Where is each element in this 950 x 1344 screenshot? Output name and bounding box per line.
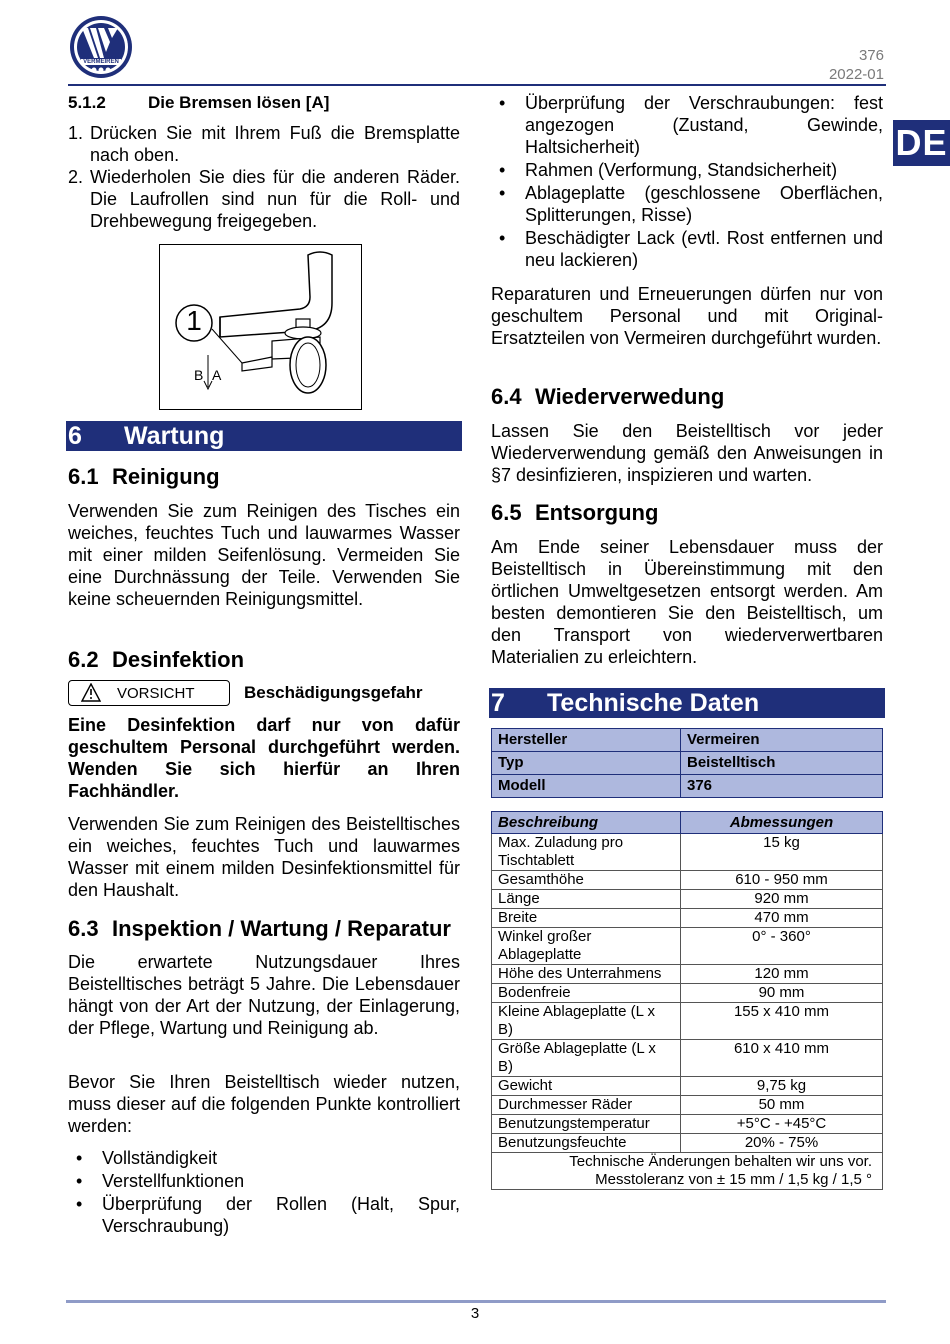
table-note-row (492, 1153, 883, 1190)
table-row (492, 1134, 883, 1153)
table-cell: Beistelltisch (681, 752, 883, 775)
row-label: Größe Ablageplatte (L x B) (492, 1040, 681, 1077)
list-item: • Verstellfunktionen (76, 1171, 245, 1191)
brake-figure (159, 244, 362, 410)
row-value: 15 kg (681, 834, 883, 871)
heading-reinigung: 6.1 Reinigung (68, 464, 220, 489)
row-value: 0° - 360° (681, 928, 883, 965)
table-row (492, 1040, 883, 1077)
row-label: Durchmesser Räder (492, 1096, 681, 1115)
brakes-heading: 5.1.2 Die Bremsen lösen [A] (68, 93, 330, 112)
row-label: Länge (492, 890, 681, 909)
inspektion-text-2: Bevor Sie Ihren Beistelltisch wieder nutzen, muss dieser auf die folgenden Punkte kontrolliert werden: (68, 1072, 460, 1136)
figure-label-b: B (194, 367, 204, 383)
table-row (492, 984, 883, 1003)
table-row (492, 965, 883, 984)
row-label: Benutzungsfeuchte (492, 1134, 681, 1153)
entsorgung-text: Am Ende seiner Lebensdauer muss der Beistelltisch in Übereinstimmung mit den örtlichen Umweltgesetzen entsorgt werden. Am besten demontieren Sie den Beistelltisch, um den Transport von wiederverwertbaren Materialien zu erleichtern. (491, 537, 883, 667)
vermeiren-logo (68, 14, 134, 80)
table-row (492, 834, 883, 871)
row-label: Breite (492, 909, 681, 928)
column-header-description: Beschreibung (492, 812, 681, 834)
table-row (492, 1096, 883, 1115)
row-value: 20% - 75% (681, 1134, 883, 1153)
row-value: 50 mm (681, 1096, 883, 1115)
warning-title: Beschädigungsgefahr (244, 683, 423, 702)
row-value: 610 - 950 mm (681, 871, 883, 890)
heading-desinfektion: 6.2 Desinfektion (68, 647, 245, 672)
reparatur-text: Reparaturen und Erneuerungen dürfen nur von geschultem Personal und mit Original-Ersatzteilen von Vermeiren durchgeführt wurden. (491, 284, 883, 348)
heading-entsorgung: 6.5 Entsorgung (491, 500, 659, 525)
dimension-rows (492, 834, 883, 1153)
brakes-step: 1. Drücken Sie mit Ihrem Fuß die Bremsplatte nach oben. (68, 123, 460, 165)
table-row (492, 775, 883, 798)
row-label: Winkel großer Ablageplatte (492, 928, 681, 965)
row-value: +5°C - +45°C (681, 1115, 883, 1134)
warning-icon (81, 683, 101, 711)
dimensions-table (491, 811, 883, 1190)
desinfektion-text: Verwenden Sie zum Reinigen des Beistelltisches ein weiches, feuchtes Tuch und lauwarmes Wasser mit einem milden Desinfektionsmittel für den Haushalt. (68, 814, 460, 900)
inspektion-text-1: Die erwartete Nutzungsdauer Ihres Beistelltisches beträgt 5 Jahre. Die Lebensdauer hängt von der Art der Nutzung, der Einlagerung, der Pflege, Wartung und Reinigung ab. (68, 952, 460, 1038)
row-label: Kleine Ablageplatte (L x B) (492, 1003, 681, 1040)
footer-rule (66, 1300, 886, 1303)
table-row (492, 909, 883, 928)
page-number: 3 (470, 1305, 480, 1322)
table-row (492, 752, 883, 775)
row-value: 920 mm (681, 890, 883, 909)
list-item: • Ablageplatte (geschlossene Oberflächen, Splitterungen, Risse) (499, 183, 883, 225)
row-value: 610 x 410 mm (681, 1040, 883, 1077)
column-header-dimensions: Abmessungen (681, 812, 883, 834)
row-value: 155 x 410 mm (681, 1003, 883, 1040)
general-data-table (491, 728, 883, 798)
table-header-row (492, 812, 883, 834)
row-value: 470 mm (681, 909, 883, 928)
table-row (492, 1003, 883, 1040)
language-badge: DE (893, 120, 950, 166)
list-item: • Vollständigkeit (76, 1148, 218, 1168)
table-row (492, 729, 883, 752)
checklist-left (68, 1147, 460, 1238)
brand-text: VERMEIREN (83, 59, 119, 65)
table-cell: Vermeiren (681, 729, 883, 752)
row-label: Benutzungstemperatur (492, 1115, 681, 1134)
figure-label-a: A (212, 367, 222, 383)
table-row (492, 1115, 883, 1134)
section-heading-technische-daten: 7 Technische Daten (489, 688, 885, 718)
row-label: Gesamthöhe (492, 871, 681, 890)
reinigung-text: Verwenden Sie zum Reinigen des Tisches ein weiches, feuchtes Tuch und lauwarmes Wasser mit einer milden Seifenlösung. Vermeiden Sie eine Durchnässung der Teile. Verwenden Sie keine scheuernden Reinigungsmittel. (68, 501, 460, 609)
row-label: Bodenfreie (492, 984, 681, 1003)
table-row (492, 871, 883, 890)
table-cell: 376 (681, 775, 883, 798)
row-label: Gewicht (492, 1077, 681, 1096)
caution-label: VORSICHT (117, 685, 195, 702)
wiederverwendung-text: Lassen Sie den Beistelltisch vor jeder Wiederverwendung gemäß den Anweisungen in §7 desinfizieren, inspizieren und warten. (491, 421, 883, 485)
section-heading-wartung: 6 Wartung (66, 421, 462, 451)
table-cell: Modell (492, 775, 681, 798)
list-item: • Überprüfung der Rollen (Halt, Spur, Verschraubung) (76, 1194, 460, 1236)
brakes-step: 2. Wiederholen Sie dies für die anderen Räder. Die Laufrollen sind nun für die Roll- und Drehbewegung freigegeben. (68, 167, 460, 231)
row-value: 9,75 kg (681, 1077, 883, 1096)
figure-callout-number: 1 (186, 305, 202, 336)
doc-info (829, 46, 884, 84)
row-label: Max. Zuladung pro Tischtablett (492, 834, 681, 871)
table-note: Technische Änderungen behalten wir uns vor. Messtoleranz von ± 15 mm / 1,5 kg / 1,5 ° (492, 1153, 883, 1190)
row-value: 120 mm (681, 965, 883, 984)
warning-text: Eine Desinfektion darf nur von dafür geschultem Personal durchgeführt werden. Wenden Sie sich hierfür an Ihren Fachhändler. (68, 715, 460, 801)
row-label: Höhe des Unterrahmens (492, 965, 681, 984)
doc-number: 376 (858, 47, 884, 64)
doc-date: 2022-01 (828, 66, 884, 83)
list-item: • Beschädigter Lack (evtl. Rost entfernen und neu lackieren) (499, 228, 883, 270)
table-row (492, 890, 883, 909)
checklist-right (491, 92, 883, 272)
heading-inspektion: 6.3 Inspektion / Wartung / Reparatur (68, 916, 451, 941)
table-row (492, 928, 883, 965)
brakes-steps (68, 122, 460, 232)
row-value: 90 mm (681, 984, 883, 1003)
header-rule (68, 84, 886, 86)
table-cell: Typ (492, 752, 681, 775)
caution-box (68, 680, 230, 706)
list-item: • Überprüfung der Verschraubungen: fest angezogen (Zustand, Gewinde, Haltsicherheit) (499, 93, 883, 157)
brakes-section (68, 92, 460, 232)
heading-wiederverwendung: 6.4 Wiederverwedung (491, 384, 725, 409)
table-row (492, 1077, 883, 1096)
list-item: • Rahmen (Verformung, Standsicherheit) (499, 160, 838, 180)
table-cell: Hersteller (492, 729, 681, 752)
